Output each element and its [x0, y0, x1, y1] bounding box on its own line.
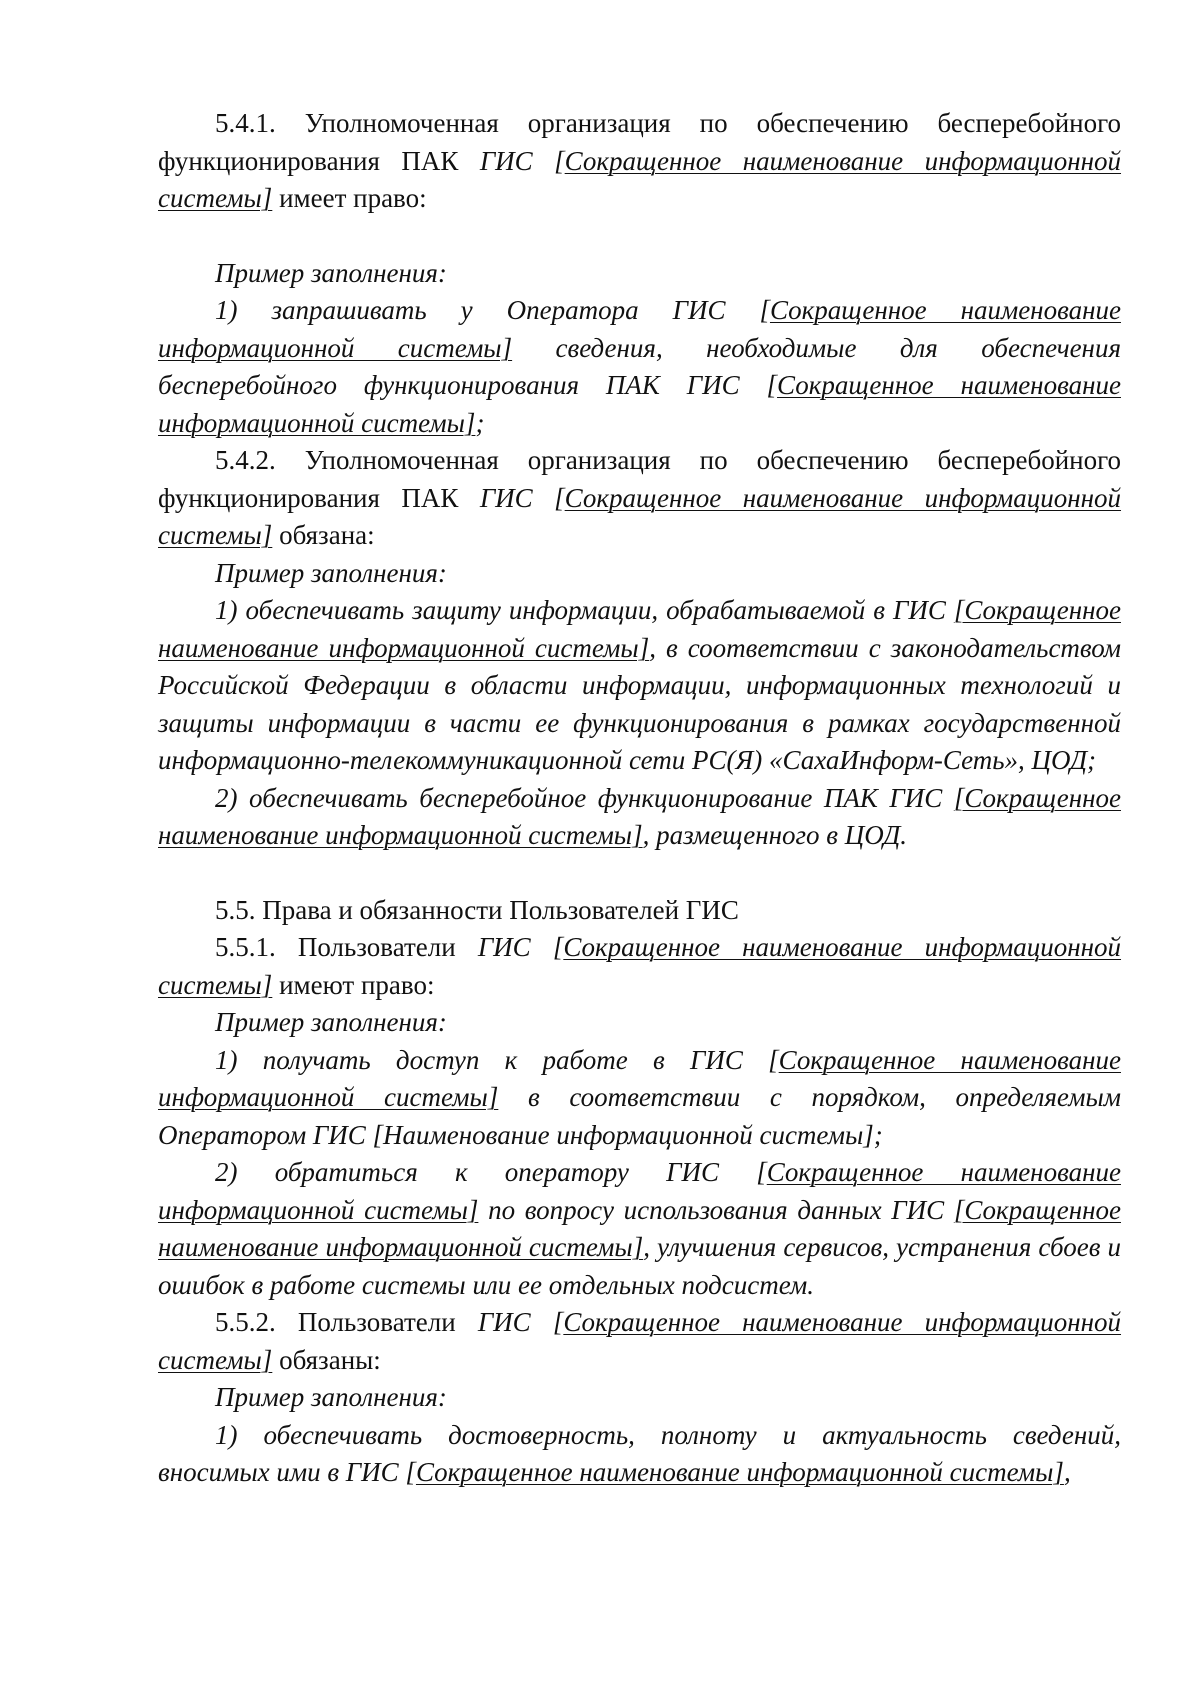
example-label: Пример заполнения:: [215, 257, 447, 288]
list-item: 1) запрашивать у Оператора ГИС [Сокращенное наименование информационной системы] сведения, необходимые для обеспечения бесперебойного функционирования ПАК ГИС [Сокращенное наименование информационной системы];: [158, 295, 1122, 438]
list-item: 2) обеспечивать бесперебойное функционирование ПАК ГИС [Сокращенное наименование информационной системы], размещенного в ЦОД.: [158, 782, 1121, 850]
spacer: [158, 218, 1121, 255]
text: имеет право:: [272, 183, 427, 213]
paragraph-5-4-1: [158, 105, 1121, 218]
spacer: [158, 855, 1121, 892]
list-item: 2) обратиться к оператору ГИС [Сокращенное наименование информационной системы] по вопросу использования данных ГИС [Сокращенное наименование информационной системы], улучшения сервисов, устранения сбоев и ошибок в работе системы или ее отдельных подсистем.: [158, 1157, 1121, 1300]
section-title-5-5: 5.5. Права и обязанности Пользователей ГИС: [215, 894, 739, 925]
example-label: Пример заполнения:: [215, 557, 447, 588]
placeholder-system-name: Сокращенное наименование информационной системы]: [158, 1157, 1121, 1225]
paragraph-5-5-2: 5.5.2. Пользователи ГИС [Сокращенное наименование информационной системы] обязаны:: [158, 1307, 1122, 1375]
example-label: Пример заполнения:: [215, 1007, 447, 1037]
text: 5.4.1. Уполномоченная организация по обеспечению бесперебойного функционирования ПАК: [158, 108, 1121, 176]
placeholder-system-name: Сокращенное наименование информационной системы]: [415, 1457, 1064, 1487]
placeholder-system-name: [Сокращенное наименование информационной системы]: [158, 1194, 1121, 1262]
list-item: 1) обеспечивать защиту информации, обрабатываемой в ГИС [Сокращенное наименование информационной системы], в соответствии с законодательством Российской Федерации в области информации, информационных технологий и защиты информации в части ее функционирования в рамках государственной информационно-телекоммуникационной сети РС(Я) «СахаИнформ-Сеть», ЦОД;: [158, 595, 1121, 775]
placeholder-system-name: Сокращенное наименование информационной системы]: [158, 1307, 1122, 1375]
paragraph-5-4-2: 5.4.2. Уполномоченная организация по обеспечению бесперебойного функционирования ПАК ГИС [Сокращенное наименование информационной системы] обязана:: [158, 445, 1122, 550]
placeholder-system-name: Сокращенное наименование информационной системы]: [158, 1044, 1121, 1112]
placeholder-system-name: Сокращенное наименование информационной системы]: [158, 295, 1121, 363]
placeholder-system-name: Сокращенное наименование информационной системы]: [158, 370, 1121, 438]
placeholder-system-name: [Сокращенное наименование информационной системы]: [158, 782, 1121, 850]
list-item: 1) получать доступ к работе в ГИС [Сокращенное наименование информационной системы] в соответствии с порядком, определяемым Оператором ГИС [Наименование информационной системы];: [158, 1044, 1121, 1150]
list-item: 1) обеспечивать достоверность, полноту и актуальность сведений, вносимых ими в ГИС [Сокращенное наименование информационной системы],: [158, 1419, 1121, 1487]
example-label: Пример заполнения:: [215, 1382, 447, 1412]
placeholder-system-name: [Сокращенное наименование информационной системы]: [158, 595, 1121, 663]
paragraph-5-5-1: 5.5.1. Пользователи ГИС [Сокращенное наименование информационной системы] имеют право:: [158, 932, 1122, 1000]
placeholder-system-name: Сокращенное наименование информационной системы]: [158, 482, 1122, 550]
placeholder-system-name: Сокращенное наименование информационной системы]: [158, 932, 1122, 1000]
document-page: [158, 105, 1121, 1492]
text-italic: ГИС [: [479, 145, 565, 176]
placeholder-system-name: Сокращенное наименование информационной системы]: [158, 145, 1122, 213]
